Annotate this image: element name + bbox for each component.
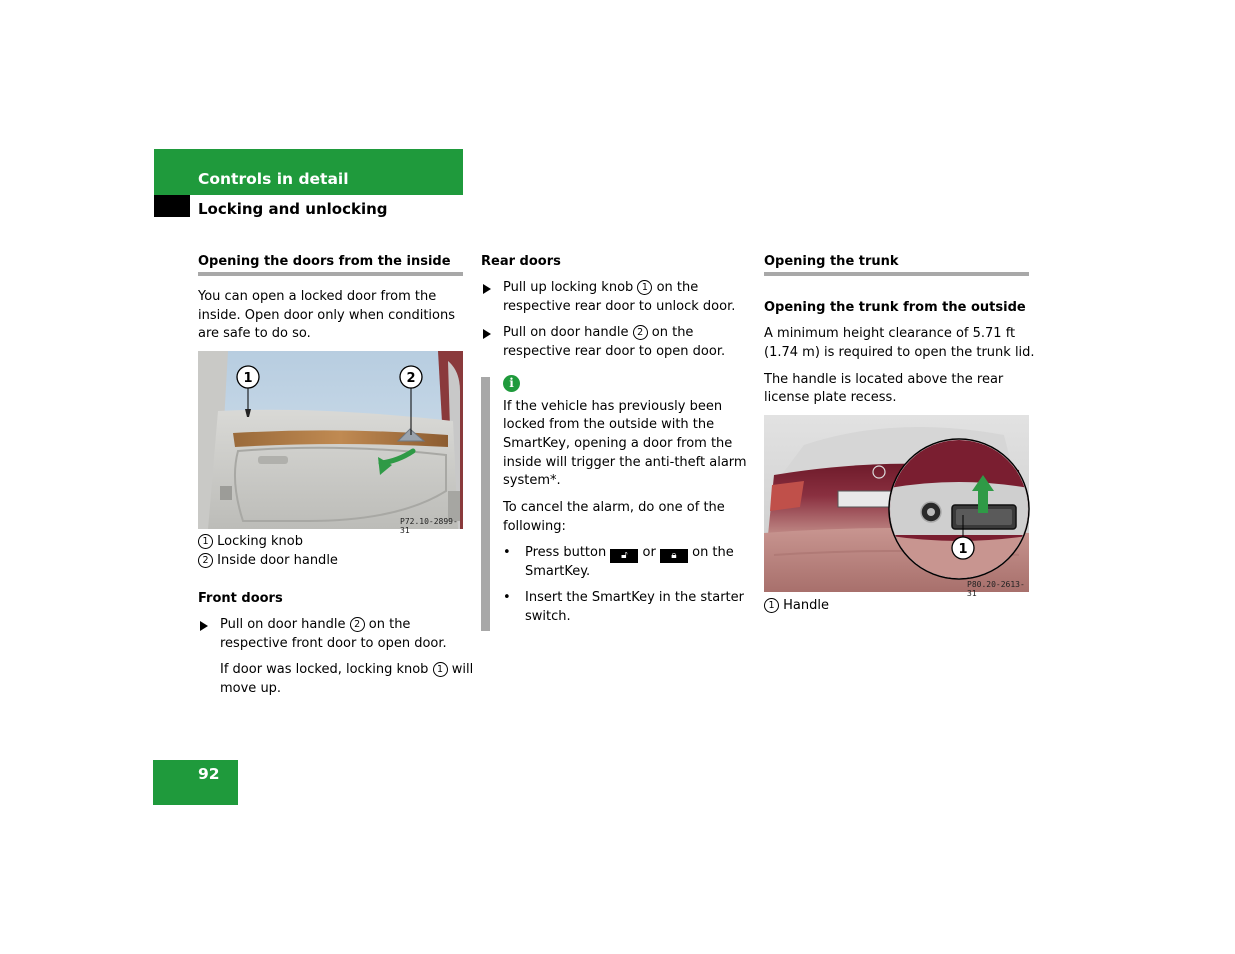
trunk-p1-line-2: (1.74 m) is required to open the trunk lid.: [764, 345, 1035, 360]
info-box-bar: [481, 377, 490, 631]
trunk-figure-code: P80.20-2613-31: [967, 580, 1025, 598]
figure-callout-2: 2: [406, 371, 416, 386]
front-note-line-1: If door was locked, locking knob 1 will: [220, 662, 474, 677]
heading-rule: [198, 272, 463, 276]
callout-number: 1: [198, 534, 213, 549]
page-number: 92: [198, 765, 220, 783]
rear-step1-line-1: Pull up locking knob 1 on the: [503, 280, 699, 295]
subheading-trunk-outside: Opening the trunk from the outside: [764, 300, 1026, 315]
subsection-title: Locking and unlocking: [198, 200, 388, 218]
bullet-2-line-2: switch.: [525, 609, 571, 624]
bullet-2-marker: •: [503, 590, 511, 605]
step-arrow-icon: [483, 329, 491, 339]
info-line-5: system*.: [503, 473, 561, 488]
door-interior-figure: [198, 351, 463, 535]
figure-callout-1: 1: [243, 371, 253, 386]
bullet-1-text: Press button 🔓︎ or 🔒︎ on the: [525, 545, 734, 561]
figure-code: P72.10-2899-31: [400, 517, 458, 535]
trunk-p1-line-1: A minimum height clearance of 5.71 ft: [764, 326, 1016, 341]
step-arrow-icon: [200, 621, 208, 631]
rear-step2-line-1: Pull on door handle 2 on the: [503, 325, 694, 340]
legend-item-1: [198, 533, 303, 552]
trunk-figure: [764, 415, 1029, 598]
step-arrow-icon: [483, 284, 491, 294]
rear-step1-line-2: respective rear door to unlock door.: [503, 299, 736, 314]
trunk-illustration: [764, 415, 1029, 592]
heading-opening-trunk: Opening the trunk: [764, 254, 899, 269]
legend-text: Inside door handle: [217, 553, 338, 568]
intro-line-1: You can open a locked door from the: [198, 289, 437, 304]
info-cancel-line-1: To cancel the alarm, do one of the: [503, 500, 725, 515]
heading-opening-doors-inside: Opening the doors from the inside: [198, 254, 451, 269]
info-line-1: If the vehicle has previously been: [503, 399, 723, 414]
unlock-icon: 🔓︎: [610, 549, 638, 563]
page-number-box: [153, 760, 238, 805]
legend-item-2: [198, 552, 338, 571]
front-step-line-1: Pull on door handle 2 on the: [220, 617, 411, 632]
intro-line-2: inside. Open door only when conditions: [198, 308, 455, 323]
heading-rule: [764, 272, 1029, 276]
callout-number: 1: [764, 598, 779, 613]
info-line-3: SmartKey, opening a door from the: [503, 436, 733, 451]
bullet-2-line-1: Insert the SmartKey in the starter: [525, 590, 744, 605]
legend-text: Handle: [783, 598, 829, 613]
lock-icon: 🔒︎: [660, 549, 688, 563]
legend-text: Locking knob: [217, 534, 303, 549]
info-line-4: inside will trigger the anti-theft alarm: [503, 455, 747, 470]
callout-number: 2: [198, 553, 213, 568]
bullet-1-line-2: SmartKey.: [525, 564, 591, 579]
header-marker: [154, 195, 190, 217]
bullet-1-line-1: •: [503, 545, 511, 560]
rear-step2-line-2: respective rear door to open door.: [503, 344, 726, 359]
heading-rear-doors: Rear doors: [481, 254, 561, 269]
trunk-p2-line-1: The handle is located above the rear: [764, 372, 1004, 387]
info-cancel-line-2: following:: [503, 519, 566, 534]
door-interior-illustration: [198, 351, 463, 529]
section-title: Controls in detail: [198, 170, 349, 188]
front-step-line-2: respective front door to open door.: [220, 636, 447, 651]
trunk-legend-item: [764, 597, 829, 616]
intro-line-3: are safe to do so.: [198, 326, 311, 341]
trunk-figure-callout: 1: [958, 542, 968, 557]
info-line-2: locked from the outside with the: [503, 417, 715, 432]
front-note-line-2: move up.: [220, 681, 282, 696]
info-icon: i: [503, 375, 520, 392]
trunk-p2-line-2: license plate recess.: [764, 390, 897, 405]
heading-front-doors: Front doors: [198, 591, 283, 606]
